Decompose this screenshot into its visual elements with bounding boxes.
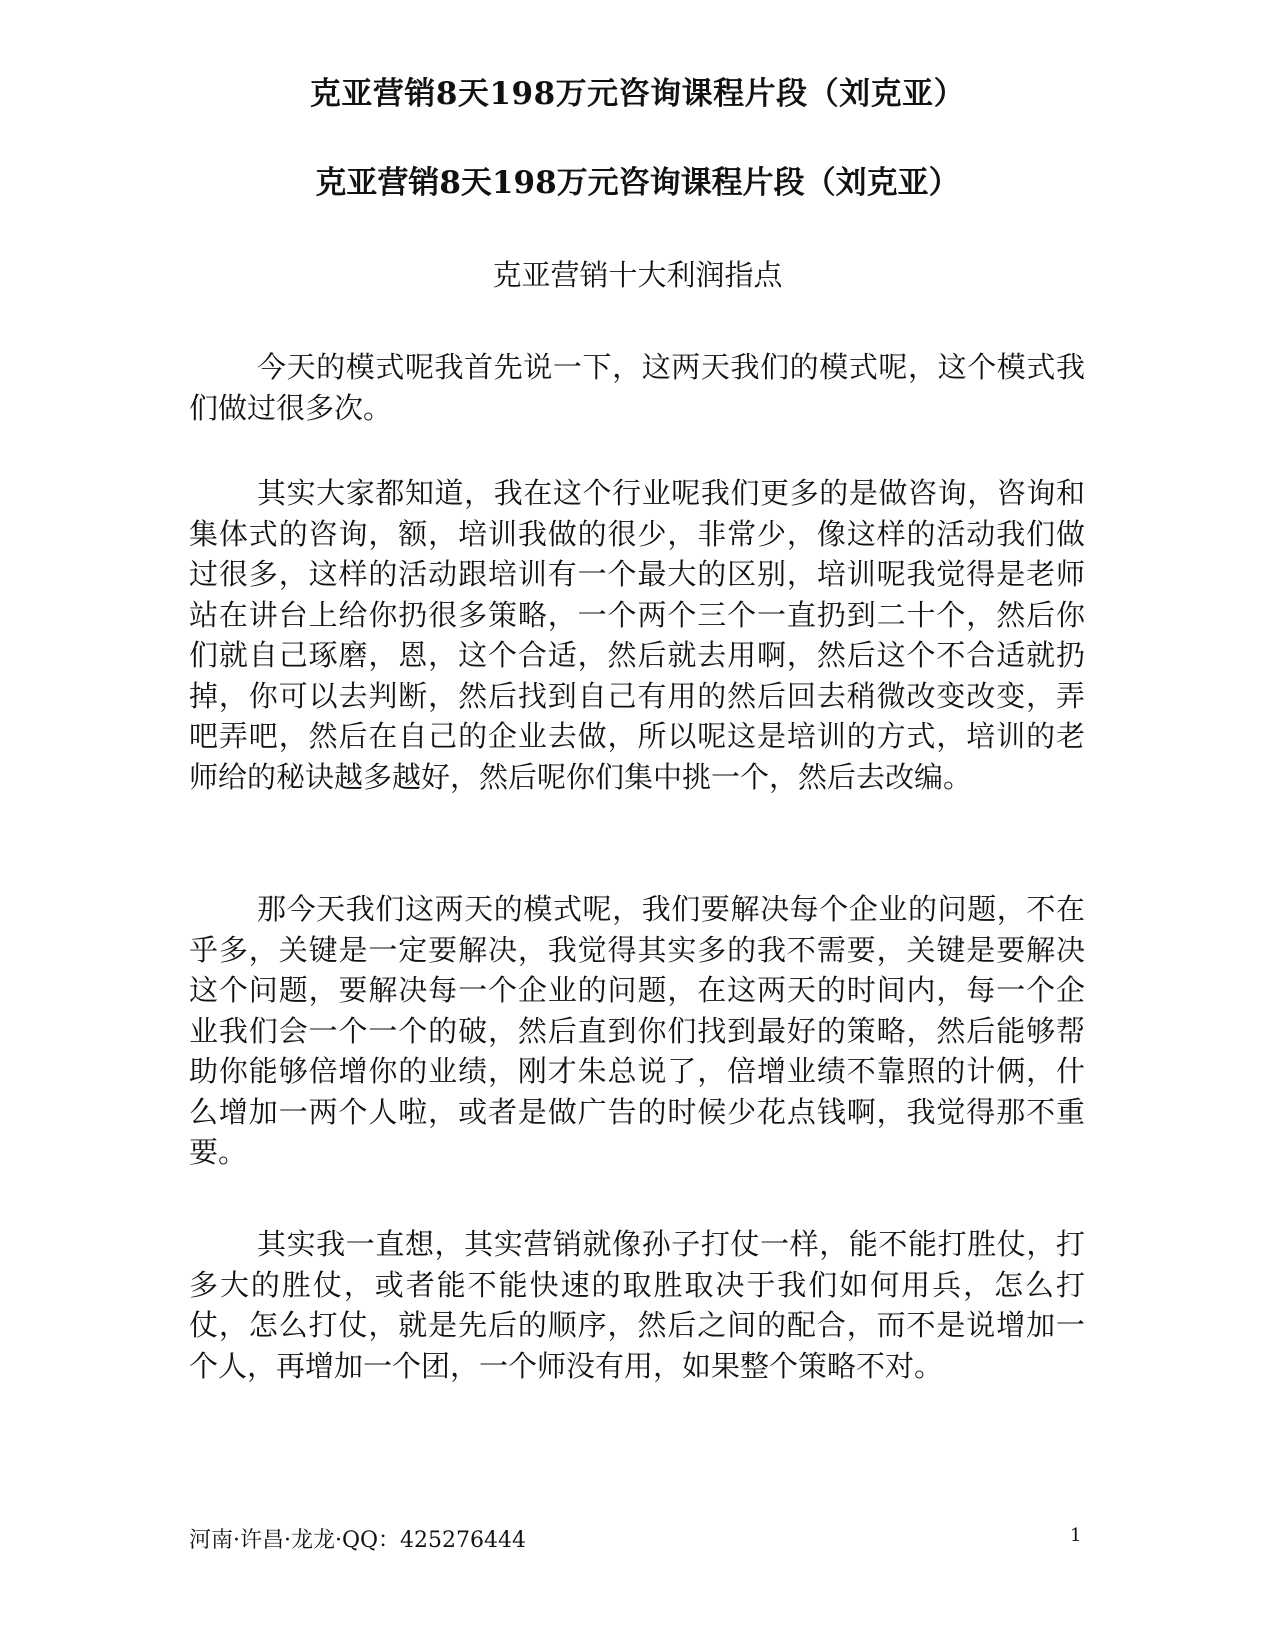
document-title: 克亚营销8天198万元咨询课程片段（刘克亚） bbox=[309, 76, 966, 112]
page-number: 1 bbox=[1070, 1525, 1082, 1546]
body-paragraph-1: 今天的模式呢我首先说一下，这两天我们的模式呢，这个模式我们做过很多次。 bbox=[189, 350, 1085, 425]
section-heading: 克亚营销十大利润指点 bbox=[492, 258, 783, 292]
body-paragraph-2: 其实大家都知道，我在这个行业呢我们更多的是做咨询，咨询和集体式的咨询，额，培训我做的很少，非常少，像这样的活动我们做过很多，这样的活动跟培训有一个最大的区别，培训呢我觉得是老师站在讲台上给你扔很多策略，一个两个三个一直扔到二十个，然后你们就自己琢磨，恩，这个合适，然后就去用啊，然后这个不合适就扔掉，你可以去判断，然后找到自己有用的然后回去稍微改变改变，弄吧弄吧，然后在自己的企业去做，所以呢这是培训的方式，培训的老师给的秘诀越多越好，然后呢你们集中挑一个，然后去改编。 bbox=[189, 476, 1085, 794]
body-paragraph-3: 那今天我们这两天的模式呢，我们要解决每个企业的问题，不在乎多，关键是一定要解决，我觉得其实多的我不需要，关键是要解决这个问题，要解决每一个企业的问题，在这两天的时间内，每一个企业我们会一个一个的破，然后直到你们找到最好的策略，然后能够帮助你能够倍增你的业绩，刚才朱总说了，倍增业绩不靠照的计俩，什么增加一两个人啦，或者是做广告的时候少花点钱啊，我觉得那不重要。 bbox=[189, 892, 1085, 1169]
body-paragraph-4: 其实我一直想，其实营销就像孙子打仗一样，能不能打胜仗，打多大的胜仗，或者能不能快速的取胜取决于我们如何用兵，怎么打仗，怎么打仗，就是先后的顺序，然后之间的配合，而不是说增加一个人，再增加一个团，一个师没有用，如果整个策略不对。 bbox=[189, 1227, 1085, 1383]
footer-source: 河南·许昌·龙龙·QQ：425276444 bbox=[189, 1528, 527, 1553]
document-title-repeat: 克亚营销8天198万元咨询课程片段（刘克亚） bbox=[315, 165, 960, 201]
